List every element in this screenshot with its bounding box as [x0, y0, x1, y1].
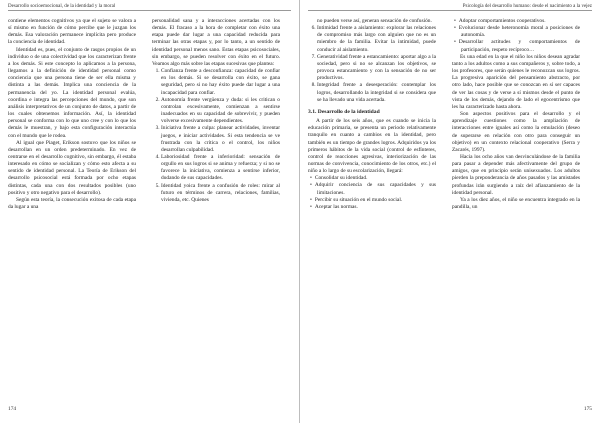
erikson-stages-list — [152, 68, 280, 204]
list-item: 3. Iniciativa frente a culpa: planear actividades, inventar juegos, e iniciar actividades. Si esta tendencia se ve frustrada con la crítica o el control, los niños desarrollan culpabilidad. — [161, 125, 280, 154]
right-column-2 — [452, 18, 580, 400]
paragraph: A partir de los seis años, que es cuando se inicia la educación primaria, se presenta un periodo relativamente tranquilo en cuanto a cambios en la identidad, pero también es un tiempo de grandes logros. Adquiridos ya los primeros hábitos de la vida social (control de esfínteres, control de reacciones agresivas, interiorización de las normas de convivencia, conocimiento de los otros, etc.) el niño a lo largo de su escolarización, llegará: — [308, 118, 436, 175]
paragraph: Al igual que Piaget, Erikson sostuvo que los niños se desarrollan en un orden predeterminado. En vez de centrarse en el desarrollo cognitivo, sin embargo, él estaba interesado en cómo se socializan y cómo esto afecta a su sentido de identidad personal. La Teoría de Erikson del desarrollo psicosocial está formada por ocho etapas distintas, cada una con dos resultados posibles (uno positivo y otro negativo para el desarrollo). — [8, 139, 136, 196]
list-item: • Consolidar su identidad. — [317, 175, 436, 182]
list-item: • Percibir su situación en el mundo social. — [317, 197, 436, 204]
list-item: • Aceptar las normas. — [317, 204, 436, 211]
paragraph: Identidad es, pues, el conjunto de rasgos propios de un individuo o de una colectividad que los caracterizan frente a los demás. Si este concepto lo aplicamos a la persona, llegamos a la definición de identidad personal como conciencia que una persona tiene de ser ella misma y distinta a las demás. Implica una conciencia de la permanencia del yo. La identidad personal evalúa, coordina e integra las percepciones del mundo, que son análisis interpretativos de un conjunto de datos, a partir de los cuales obtenemos información. Así, la identidad personal se conforma con lo que uno cree y con lo que los demás le muestran, y bajo esta configuración interactúa con el mundo que le rodea. — [8, 46, 136, 139]
list-item: • Evolucionar desde heteronomía moral a posiciones de autonomía. — [461, 25, 580, 39]
list-item: 1. Confianza frente a desconfianza: capacidad de confiar en los demás. Si se desarrolla con éxito, se gana seguridad, pero si no hay éxito puede dar lugar a una incapacidad para confiar. — [161, 68, 280, 97]
paragraph: Es una edad en la que el niño los niños desean agradar tanto a los adultos como a sus compañeros y, sobre todo, a los profesores, que serán quienes le reconozcan sus logros. La progresiva aparición del pensamiento abstracto, por otro lado, hace posible que se conozcan en sí ser capaces de ver las cosas y de verse a sí mismos desde el punto de vista de los demás, dejando de lado el egocentrismo que les ha caracterizado hasta ahora. — [452, 53, 580, 110]
paragraph: Según esta teoría, la consecución exitosa de cada etapa da lugar a una — [8, 196, 136, 211]
left-page-number: 174 — [8, 406, 17, 412]
section-title: 3.1. Desarrollo de la identidad — [308, 108, 380, 115]
list-item: 6. Intimidad frente a aislamiento: explorar las relaciones de compromiso más largo con alguien que no es un miembro de la familia. Evitar la intimidad, puede conducir al aislamiento. — [317, 25, 436, 54]
list-item: • Desarrollar actitudes y comportamientos de participación, respeto recíproco… — [461, 39, 580, 53]
list-item: • Adquirir conciencia de sus capacidades y sus limitaciones. — [317, 182, 436, 196]
list-item: 7. Generatividad frente a estancamiento: aportar algo a la sociedad, pero si no se alcanzan los objetivos, se provoca estancamiento y con la sensación de no ser productivos. — [317, 54, 436, 83]
left-column-1 — [8, 18, 136, 400]
right-page-number: 175 — [583, 406, 592, 412]
list-item: 8. Integridad frente a desesperación: contemplar los logros, desarrollando la integridad si se considera que se ha llevado una vida acertada. — [317, 82, 436, 103]
erikson-stages-list-continued — [308, 25, 436, 104]
list-continuation: no pueden verse así, generan sensación de confusión. — [317, 18, 432, 24]
right-page — [300, 0, 600, 423]
paragraph: Hacia los ocho años van desvinculándose de la familia para pasar a depender más afectivamente del grupo de amigos, que en principio serán unisexuados. Los adultos pierden la preponderancia de años pasados y las amistades profundas irán surgiendo a raíz del afianzamiento de la identidad personal. — [452, 153, 580, 196]
paragraph: Son aspectos positivos para el desarrollo y el aprendizaje cuestiones como la ampliación de interacciones entre iguales así como la emulación (deseo de superarse en relación con otro para conseguir un objetivo) en un contexto relacional cooperativo (Serra y Zacarés, 1997). — [452, 111, 580, 153]
left-column-2 — [152, 18, 280, 400]
paragraph: Ya a los diez años, el niño se encuentra integrado en la pandilla, un — [452, 196, 580, 211]
right-column-1 — [308, 18, 436, 400]
list-item: 4. Laboriosidad frente a inferioridad: sensación de orgullo en sus logros si se anima y refuerza; y si no se favorece la iniciativa, comienza a sentirse inferior, dudando de sus capacidades. — [161, 154, 280, 183]
left-running-header: Desarrollo socioemocional, de la identidad y la moral — [8, 4, 291, 11]
achievements-list-continued — [452, 18, 580, 54]
list-item: • Adoptar comportamientos cooperativos. — [461, 18, 580, 25]
paragraph: personalidad sana y a interacciones acertadas con los demás. El fracaso a la hora de completar con éxito una etapa puede dar lugar a una capacidad reducida para terminar las otras etapas y, por lo tanto, a un sentido de identidad personal menos sano. Estas etapas psicosociales, sin embargo, se pueden resolver con éxito en el futuro. Veamos algo más sobre las etapas sucesivas que plantea: — [152, 18, 280, 67]
achievements-list — [308, 175, 436, 211]
paragraph: contiene elementos cognitivos ya que el sujeto se valora a sí mismo en función de cómo percibe que le juzgan los demás. Esa valoración permanece implícita pero produce la conciencia de identidad. — [8, 18, 136, 46]
list-item: 5. Identidad yoica frente a confusión de roles: mirar al futuro en términos de carrera, relaciones, familias, vivienda, etc. Quienes — [161, 183, 280, 204]
list-item: 2. Autonomía frente vergüenza y duda: si les critican o controlan excesivamente, comienzan a sentirse inadecuados en su capacidad de sobrevivir, y pueden volverse excesivamente dependientes. — [161, 97, 280, 126]
right-running-header: Psicología del desarrollo humano: desde el nacimiento a la vejez — [308, 4, 592, 11]
